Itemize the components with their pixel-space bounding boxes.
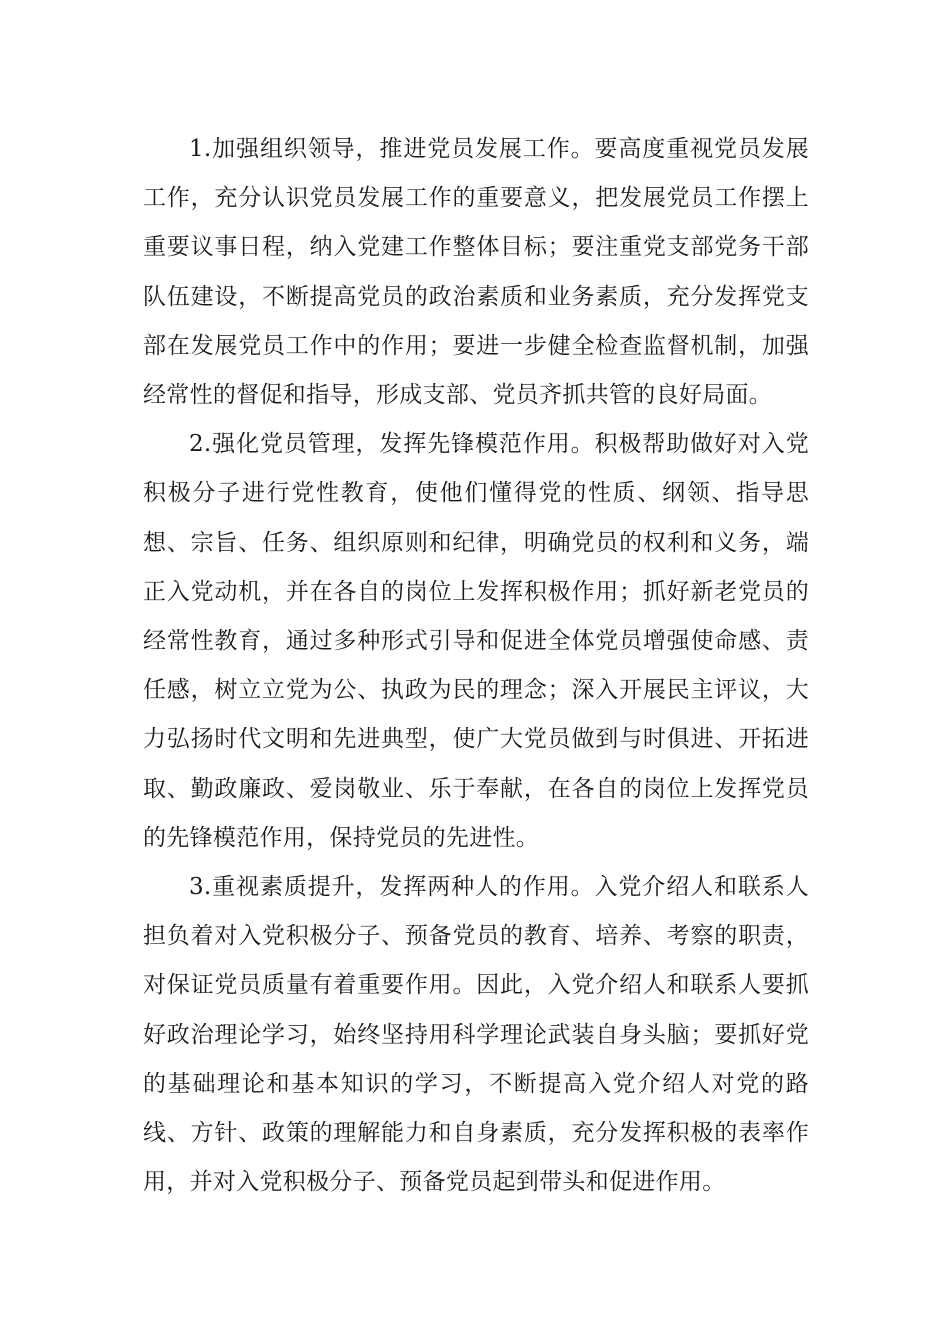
- document-body: [143, 125, 809, 1207]
- paragraph-1: 1.加强组织领导，推进党员发展工作。要高度重视党员发展工作，充分认识党员发展工作的重要意义，把发展党员工作摆上重要议事日程，纳入党建工作整体目标；要注重党支部党务干部队伍建设，不断提高党员的政治素质和业务素质，充分发挥党支部在发展党员工作中的作用；要进一步健全检查监督机制，加强经常性的督促和指导，形成支部、党员齐抓共管的良好局面。: [143, 136, 809, 409]
- paragraph-2: 2.强化党员管理，发挥先锋模范作用。积极帮助做好对入党积极分子进行党性教育，使他们懂得党的性质、纲领、指导思想、宗旨、任务、组织原则和纪律，明确党员的权利和义务，端正入党动机，并在各自的岗位上发挥积极作用；抓好新老党员的经常性教育，通过多种形式引导和促进全体党员增强使命感、责任感，树立立党为公、执政为民的理念；深入开展民主评议，大力弘扬时代文明和先进典型，使广大党员做到与时俱进、开拓进取、勤政廉政、爱岗敬业、乐于奉献，在各自的岗位上发挥党员的先锋模范作用，保持党员的先进性。: [143, 431, 809, 851]
- paragraph-3: 3.重视素质提升，发挥两种人的作用。入党介绍人和联系人担负着对入党积极分子、预备党员的教育、培养、考察的职责，对保证党员质量有着重要作用。因此，入党介绍人和联系人要抓好政治理论学习，始终坚持用科学理论武装自身头脑；要抓好党的基础理论和基本知识的学习，不断提高入党介绍人对党的路线、方针、政策的理解能力和自身素质，充分发挥积极的表率作用，并对入党积极分子、预备党员起到带头和促进作用。: [143, 874, 809, 1196]
